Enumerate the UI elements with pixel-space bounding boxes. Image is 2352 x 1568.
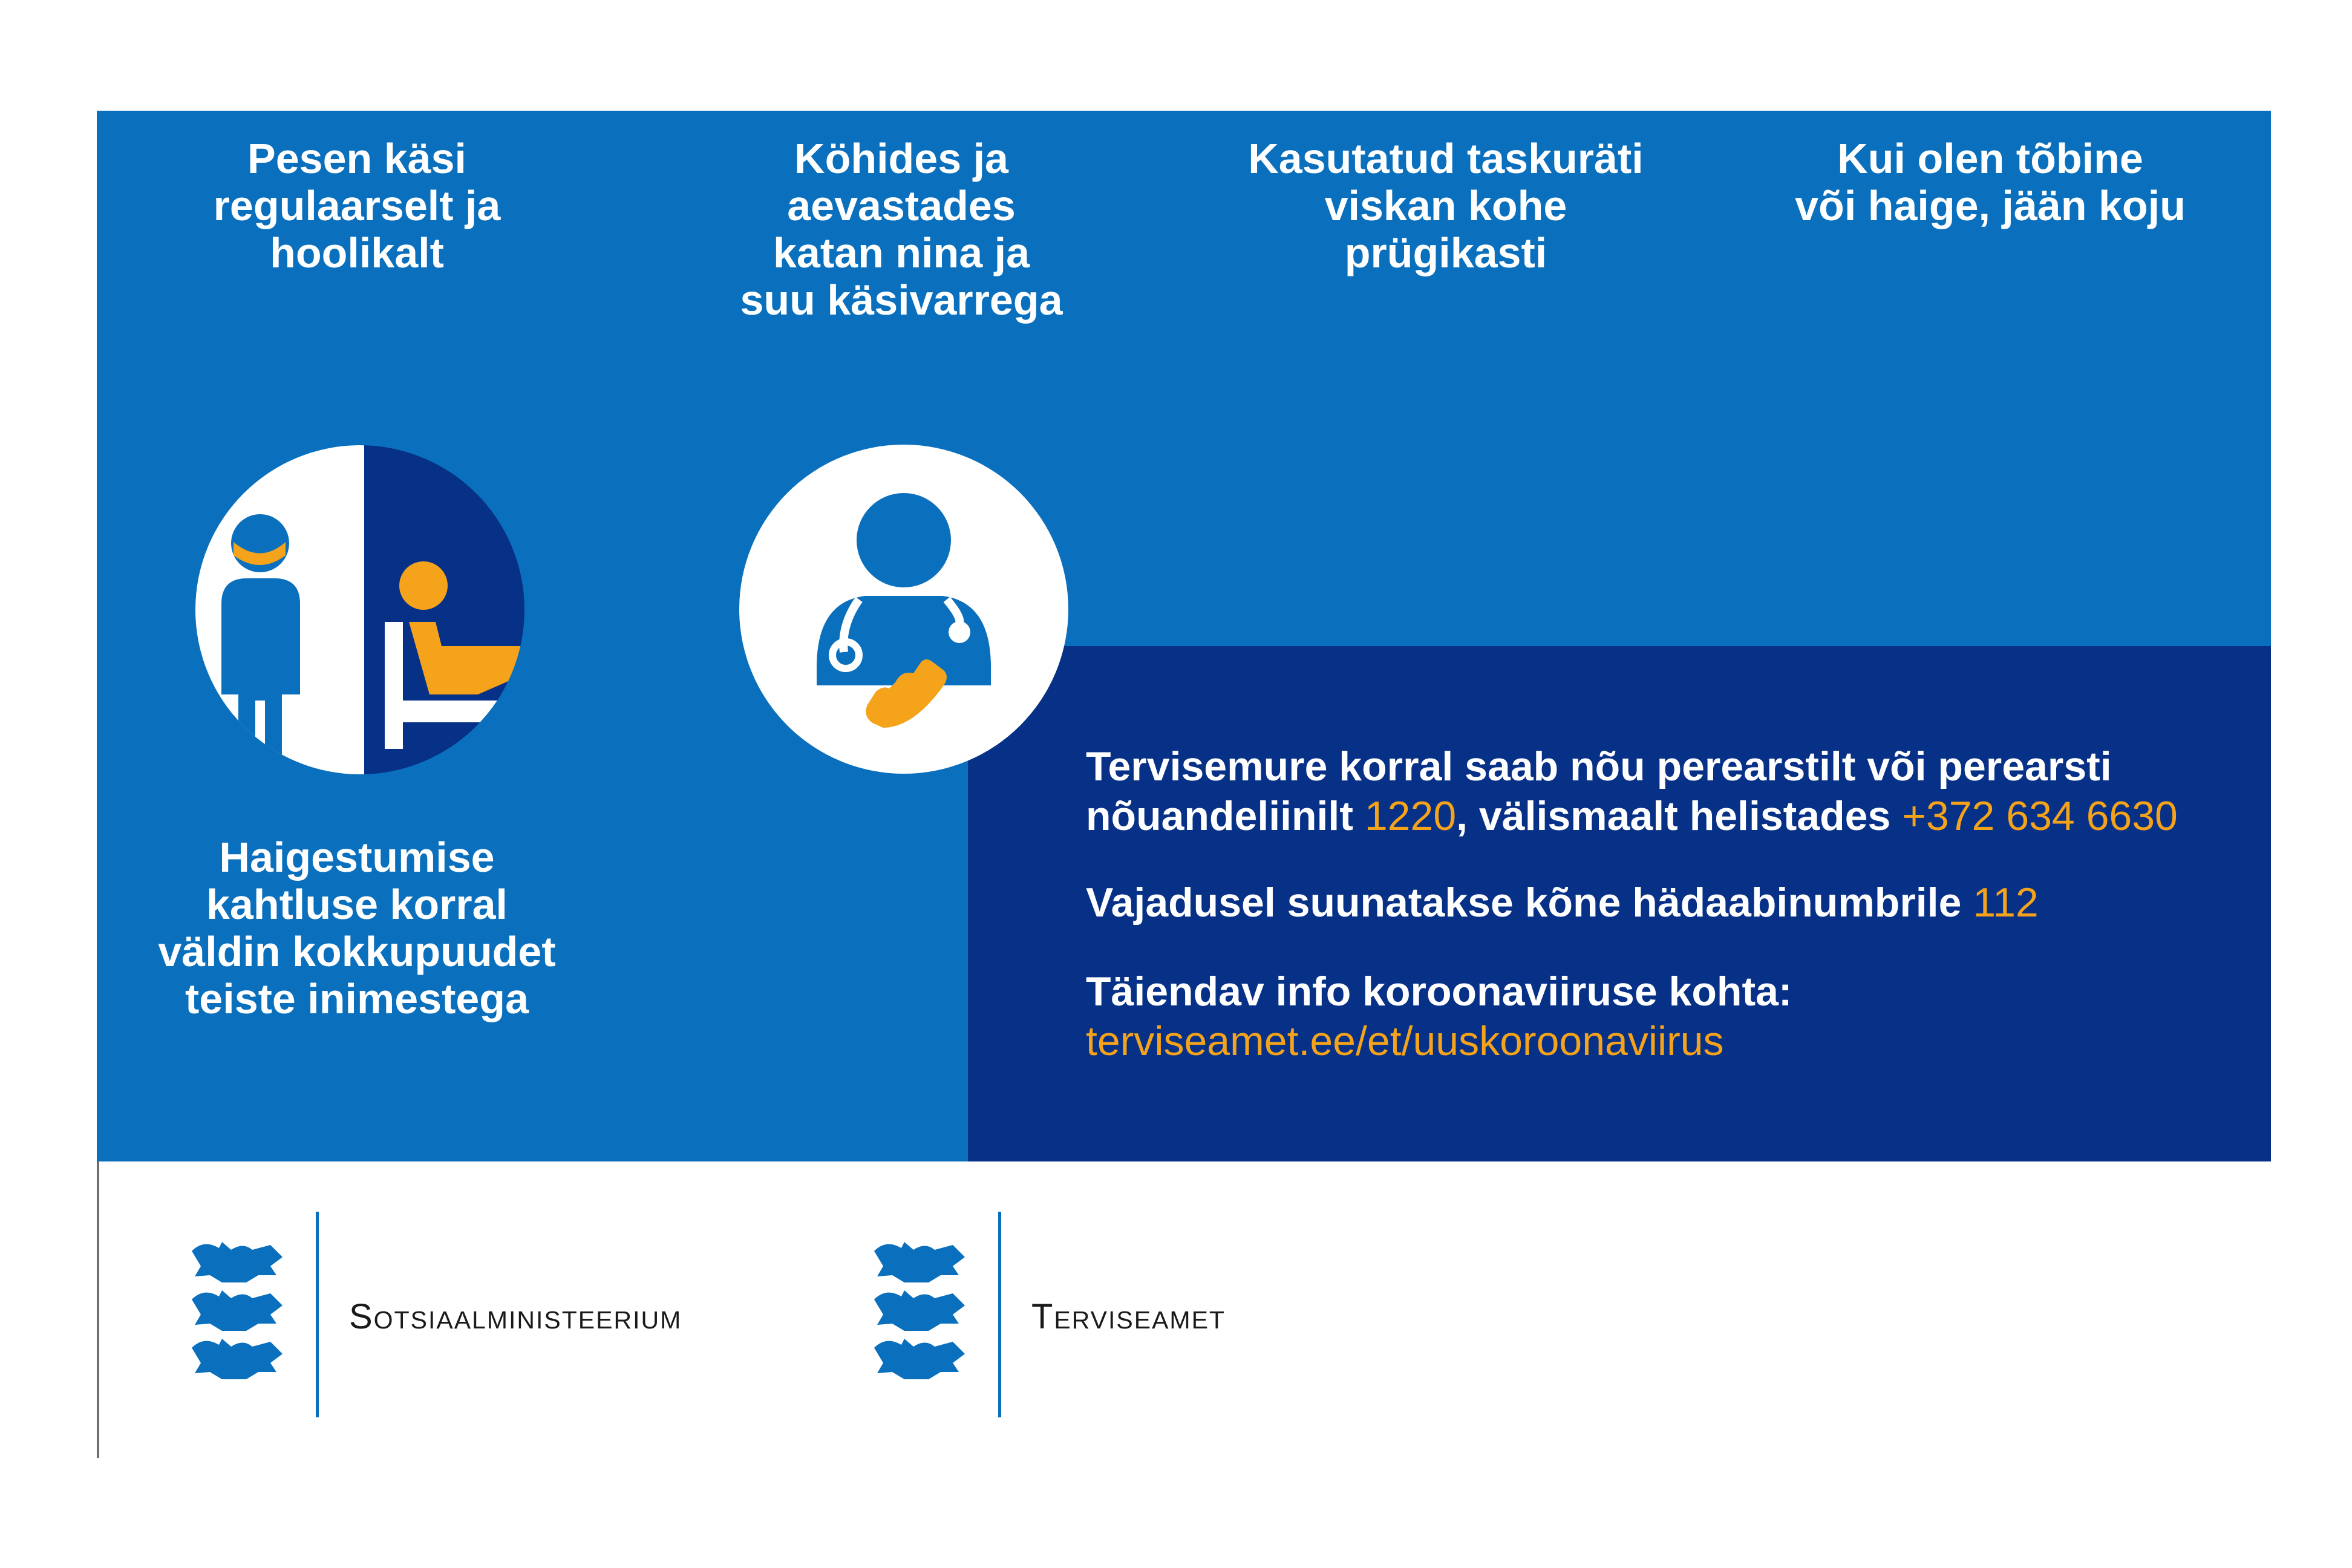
- info-emergency-text: [1086, 878, 2039, 927]
- info-link[interactable]: terviseamet.ee/et/uuskoroonaviirus: [1086, 1018, 1724, 1064]
- caption-stay-home: Kui olen tõbine või haige, jään koju: [1795, 135, 2186, 229]
- ministry-name: Sotsiaalministeerium: [349, 1297, 682, 1336]
- caption-tissue-disposal: Kasutatud taskuräti viskan kohe prügikasti: [1248, 135, 1644, 276]
- info-text-b: , välismaalt helistades: [1456, 793, 1903, 839]
- logo-divider: [998, 1212, 1001, 1417]
- left-border-line: [97, 1161, 99, 1458]
- caption-cough-cover: Köhides ja aevastades katan nina ja suu käsivarrega: [740, 135, 1063, 324]
- info-text-a: nõuandeliinilt: [1086, 793, 1365, 839]
- caption-avoid-contact: Haigestumise kahtluse korral väldin kokkupuudet teiste inimestega: [158, 834, 556, 1022]
- info-phone-text: [1086, 742, 2178, 841]
- info-more-text: [1086, 967, 1792, 1066]
- logo-divider: [316, 1212, 319, 1417]
- estonian-crest-icon: [868, 1239, 971, 1387]
- emergency-number[interactable]: 112: [1973, 880, 2039, 926]
- info-line-1: Tervisemure korral saab nõu perearstilt või perearsti: [1086, 743, 2112, 789]
- local-number[interactable]: 1220: [1364, 793, 1457, 839]
- isolation-icon: [194, 440, 526, 779]
- agency-name: Terviseamet: [1031, 1297, 1226, 1336]
- poster: [97, 111, 2271, 1458]
- estonian-crest-icon: [186, 1239, 289, 1387]
- info-more-label: Täiendav info koroonaviiruse kohta:: [1086, 969, 1792, 1014]
- doctor-phone-icon: [738, 443, 1070, 775]
- caption-hand-washing: Pesen käsi regulaarselt ja hoolikalt: [213, 135, 501, 276]
- info-text-c: Vajadusel suunatakse kõne hädaabinumbrile: [1086, 880, 1973, 926]
- info-line-2: [1086, 791, 2178, 841]
- abroad-number[interactable]: +372 634 6630: [1902, 793, 2178, 839]
